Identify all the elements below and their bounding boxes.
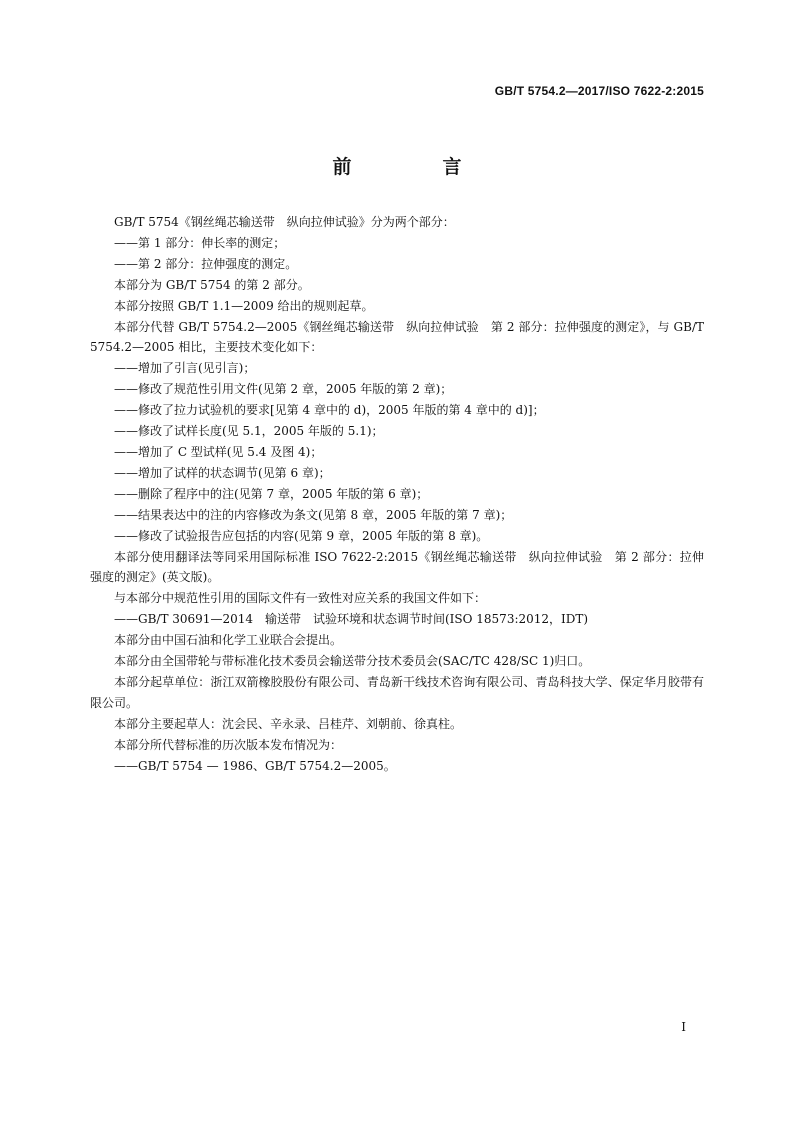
- paragraph: ——结果表达中的注的内容修改为条文(见第 8 章，2005 年版的第 7 章)；: [114, 507, 513, 522]
- paragraph: ——删除了程序中的注(见第 7 章，2005 年版的第 6 章)；: [114, 486, 429, 501]
- page-title: 前 言: [332, 156, 498, 178]
- paragraph: 本部分按照 GB/T 1.1—2009 给出的规则起草。: [114, 298, 374, 313]
- paragraph: 本部分代替 GB/T 5754.2—2005《钢丝绳芯输送带 纵向拉伸试验 第 2 部分：拉伸强度的测定》，与 GB/T 5754.2—2005 相比，主要技术变化如下：: [90, 319, 704, 355]
- paragraph: 本部分所代替标准的历次版本发布情况为：: [114, 737, 343, 752]
- paragraph: 与本部分中规范性引用的国际文件有一致性对应关系的我国文件如下：: [114, 591, 487, 606]
- paragraph: ——修改了规范性引用文件(见第 2 章，2005 年版的第 2 章)；: [114, 382, 453, 397]
- paragraph: ——修改了拉力试验机的要求[见第 4 章中的 d)，2005 年版的第 4 章中的 d)]；: [114, 403, 545, 418]
- paragraph: 本部分由中国石油和化学工业联合会提出。: [114, 633, 343, 648]
- paragraph: ——第 1 部分：伸长率的测定；: [114, 235, 286, 250]
- paragraph: 本部分起草单位：浙江双箭橡胶股份有限公司、青岛新干线技术咨询有限公司、青岛科技大学、保定华月胶带有限公司。: [90, 674, 704, 710]
- paragraph: ——GB/T 5754 — 1986、GB/T 5754.2—2005。: [114, 758, 396, 773]
- paragraph: ——第 2 部分：拉伸强度的测定。: [114, 256, 298, 271]
- paragraph: ——修改了试样长度(见 5.1，2005 年版的 5.1)；: [114, 424, 384, 439]
- paragraph: ——增加了 C 型试样(见 5.4 及图 4)；: [114, 444, 323, 459]
- paragraph: ——增加了引言(见引言)；: [114, 361, 256, 376]
- page-number: I: [681, 1020, 686, 1034]
- paragraph: 本部分主要起草人：沈会民、辛永录、吕桂芹、刘朝前、徐真柱。: [114, 716, 463, 731]
- paragraph: ——GB/T 30691—2014 输送带 试验环境和状态调节时间(ISO 18573:2012，IDT): [114, 612, 589, 627]
- paragraph: ——修改了试验报告应包括的内容(见第 9 章，2005 年版的第 8 章)。: [114, 528, 489, 543]
- paragraph: 本部分使用翻译法等同采用国际标准 ISO 7622-2:2015《钢丝绳芯输送带 纵向拉伸试验 第 2 部分：拉伸强度的测定》(英文版)。: [90, 549, 704, 585]
- paragraph: ——增加了试样的状态调节(见第 6 章)；: [114, 465, 331, 480]
- standard-number: GB/T 5754.2—2017/ISO 7622-2:2015: [494, 84, 704, 98]
- paragraph: 本部分由全国带轮与带标准化技术委员会输送带分技术委员会(SAC/TC 428/SC 1)归口。: [114, 654, 591, 669]
- paragraph: 本部分为 GB/T 5754 的第 2 部分。: [114, 277, 310, 292]
- paragraph: GB/T 5754《钢丝绳芯输送带 纵向拉伸试验》分为两个部分：: [114, 215, 455, 229]
- foreword-body: [90, 212, 704, 776]
